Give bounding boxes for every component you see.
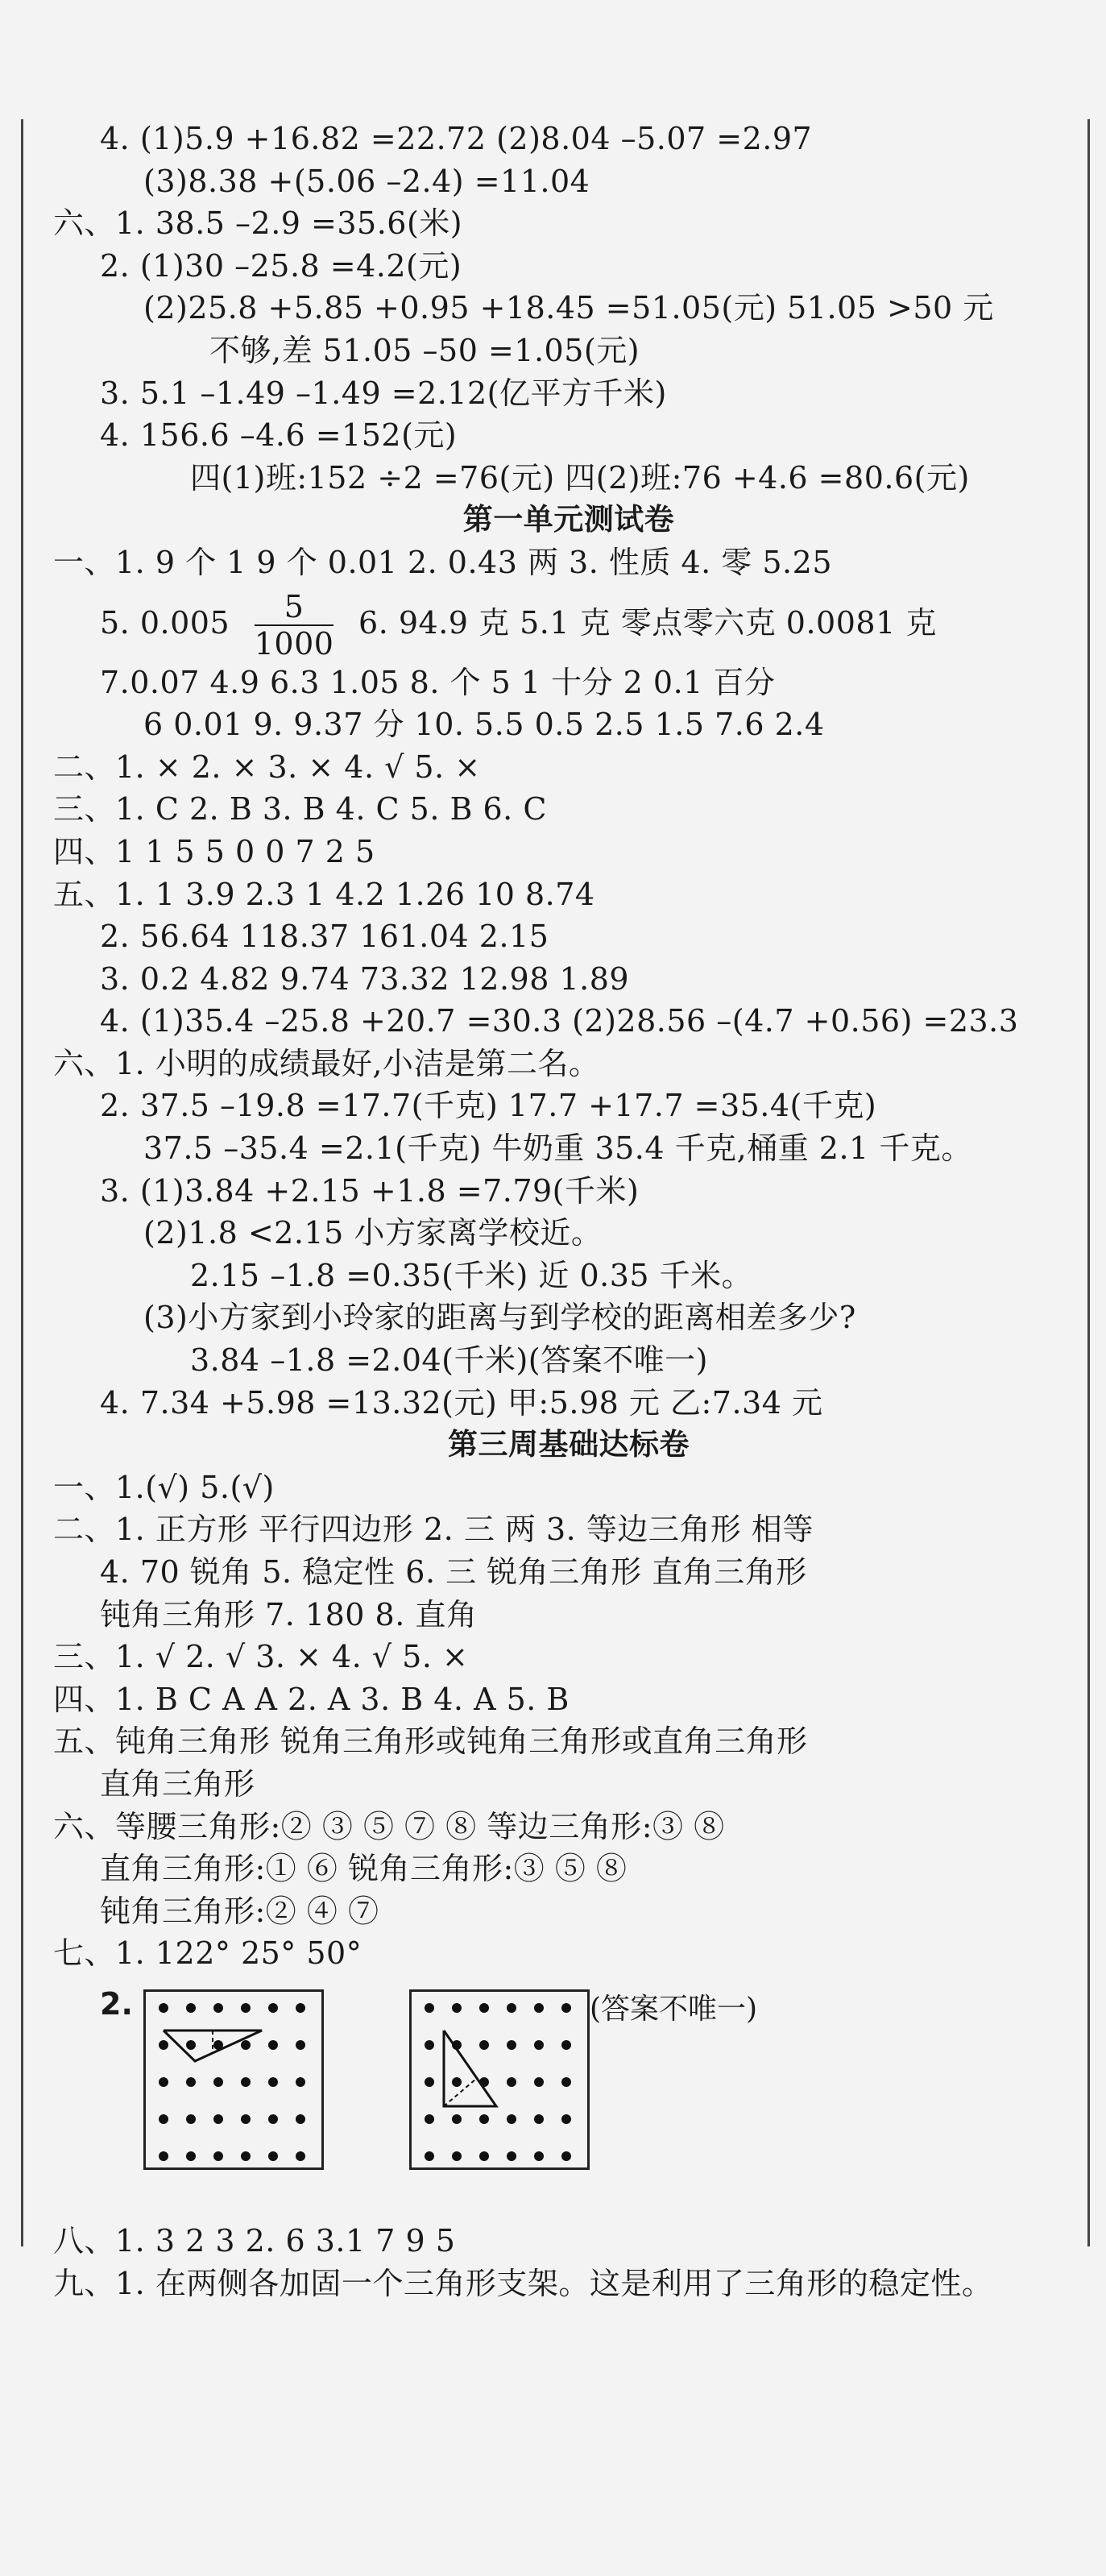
answer-line: 二、1. × 2. × 3. × 4. √ 5. × xyxy=(53,749,481,785)
grid-dot xyxy=(159,2077,168,2087)
grid-dot xyxy=(561,2003,571,2013)
grid-dot xyxy=(268,2003,278,2013)
grid-dot xyxy=(452,2114,462,2124)
grid-dot xyxy=(268,2114,278,2124)
dot-grid-figure-1 xyxy=(143,1989,324,2170)
grid-dot xyxy=(425,2151,434,2161)
grid-dot xyxy=(561,2151,571,2161)
answer-line: 7.0.07 4.9 6.3 1.05 8. 个 5 1 十分 2 0.1 百分 xyxy=(100,664,776,700)
grid-dot xyxy=(213,2077,223,2087)
right-margin-rule xyxy=(1087,119,1090,2246)
grid-dot xyxy=(159,2114,168,2124)
grid-dot xyxy=(425,2040,434,2050)
grid-dot xyxy=(507,2114,516,2124)
answer-line: 2.15 –1.8 =0.35(千米) 近 0.35 千米。 xyxy=(190,1257,753,1293)
answer-line: 37.5 –35.4 =2.1(千克) 牛奶重 35.4 千克,桶重 2.1 千克。 xyxy=(143,1130,972,1167)
answer-line: 钝角三角形:② ④ ⑦ xyxy=(100,1893,379,1929)
answer-line: 2. 56.64 118.37 161.04 2.15 xyxy=(100,919,549,955)
grid-dot xyxy=(186,2077,196,2087)
grid-dot xyxy=(507,2151,516,2161)
grid-dot xyxy=(296,2077,305,2087)
section-title-unit-one: 第一单元测试卷 xyxy=(462,502,675,537)
grid-dot xyxy=(213,2151,223,2161)
q7-2-figures xyxy=(53,1975,1084,2220)
fraction-denominator: 1000 xyxy=(254,626,334,662)
grid-dot xyxy=(268,2040,278,2050)
answer-line: (3)8.38 +(5.06 –2.4) =11.04 xyxy=(143,163,590,199)
answer-line: 三、1. √ 2. √ 3. × 4. √ 5. × xyxy=(53,1639,469,1675)
grid-dot xyxy=(296,2114,305,2124)
grid-dot xyxy=(213,2114,223,2124)
grid-dot xyxy=(425,2003,434,2013)
answer-line: (2)1.8 <2.15 小方家离学校近。 xyxy=(143,1215,603,1251)
answer-line: 九、1. 在两侧各加固一个三角形支架。这是利用了三角形的稳定性。 xyxy=(53,2265,993,2301)
answer-line: 六、1. 小明的成绩最好,小洁是第二名。 xyxy=(53,1045,600,1081)
answer-line: 六、等腰三角形:② ③ ⑤ ⑦ ⑧ 等边三角形:③ ⑧ xyxy=(53,1808,725,1844)
answer-line: 4. 156.6 –4.6 =152(元) xyxy=(100,417,458,454)
grid-dot xyxy=(452,2077,462,2087)
answer-line: 直角三角形:① ⑥ 锐角三角形:③ ⑤ ⑧ xyxy=(100,1851,628,1887)
answer-line: 3.84 –1.8 =2.04(千米)(答案不唯一) xyxy=(190,1342,708,1379)
answer-not-unique-note: (答案不唯一) xyxy=(590,1992,758,2026)
grid-dot xyxy=(534,2040,544,2050)
answer-line: 6 0.01 9. 9.37 分 10. 5.5 0.5 2.5 1.5 7.6 2.4 xyxy=(143,707,825,743)
answer-line: 3. 5.1 –1.49 –1.49 =2.12(亿平方千米) xyxy=(100,375,667,411)
previous-answers xyxy=(53,118,1084,499)
dot-grid-figure-2 xyxy=(409,1989,590,2170)
dot-grid-2-svg xyxy=(412,1992,587,2167)
grid-dot xyxy=(241,2077,251,2087)
fraction xyxy=(255,589,334,662)
answer-line: 五、1. 1 3.9 2.3 1 4.2 1.26 10 8.74 xyxy=(53,876,595,912)
right-triangle-shape xyxy=(444,2031,496,2106)
answer-line: 八、1. 3 2 3 2. 6 3.1 7 9 5 xyxy=(53,2222,456,2259)
grid-dot xyxy=(452,2003,462,2013)
grid-dot xyxy=(425,2114,434,2124)
grid-dot xyxy=(159,2151,168,2161)
answer-line: 四(1)班:152 ÷2 =76(元) 四(2)班:76 +4.6 =80.6(元) xyxy=(190,459,970,496)
answer-line-with-fraction xyxy=(53,584,1084,662)
grid-dot xyxy=(507,2003,516,2013)
grid-dot xyxy=(268,2077,278,2087)
unit-one-answers xyxy=(53,662,1084,1425)
answer-line: 3. (1)3.84 +2.15 +1.8 =7.79(千米) xyxy=(100,1172,640,1209)
fraction-numerator: 5 xyxy=(255,589,334,626)
grid-dot xyxy=(241,2003,251,2013)
grid-dot xyxy=(268,2151,278,2161)
grid-dot xyxy=(241,2114,251,2124)
answer-line: 4. 7.34 +5.98 =13.32(元) 甲:5.98 元 乙:7.34 元 xyxy=(100,1384,823,1421)
grid-dot xyxy=(507,2040,516,2050)
answer-line: (2)25.8 +5.85 +0.95 +18.45 =51.05(元) 51.05 >50 元 xyxy=(143,290,994,326)
grid-dot xyxy=(534,2077,544,2087)
grid-dot xyxy=(241,2040,251,2050)
answer-line: 直角三角形 xyxy=(100,1765,255,1802)
answer-line: 五、钝角三角形 锐角三角形或钝角三角形或直角三角形 xyxy=(53,1724,808,1760)
grid-dot xyxy=(534,2114,544,2124)
answer-line: 3. 0.2 4.82 9.74 73.32 12.98 1.89 xyxy=(100,960,630,997)
dot-grid-1-svg xyxy=(146,1992,321,2167)
answer-content xyxy=(53,118,1084,2304)
answer-line: 一、1. 9 个 1 9 个 0.01 2. 0.43 两 3. 性质 4. 零 5.25 xyxy=(53,544,832,580)
answer-line: 四、1. B C A A 2. A 3. B 4. A 5. B xyxy=(53,1681,570,1717)
grid-dot xyxy=(186,2003,196,2013)
q7-2-label: 2. xyxy=(100,1985,133,2022)
answer-line: 不够,差 51.05 –50 =1.05(元) xyxy=(209,332,640,368)
week-three-answers xyxy=(53,1466,1084,1975)
grid-dot xyxy=(425,2077,434,2087)
grid-dot xyxy=(159,2003,168,2013)
answer-line: 2. (1)30 –25.8 =4.2(元) xyxy=(100,247,462,284)
answer-line: 钝角三角形 7. 180 8. 直角 xyxy=(100,1596,478,1632)
grid-dot xyxy=(159,2040,168,2050)
answer-line: 二、1. 正方形 平行四边形 2. 三 两 3. 等边三角形 相等 xyxy=(53,1512,814,1548)
final-answers xyxy=(53,2220,1084,2304)
answer-line: 七、1. 122° 25° 50° xyxy=(53,1935,362,1972)
grid-dot xyxy=(479,2040,489,2050)
section-title-week-three: 第三周基础达标卷 xyxy=(448,1427,690,1462)
grid-dot xyxy=(186,2151,196,2161)
grid-dot xyxy=(296,2040,305,2050)
grid-dot xyxy=(507,2077,516,2087)
grid-dot xyxy=(296,2003,305,2013)
grid-dot xyxy=(534,2003,544,2013)
grid-dot xyxy=(186,2040,196,2050)
answer-line: 一、1.(√) 5.(√) xyxy=(53,1469,275,1505)
grid-dot xyxy=(534,2151,544,2161)
answer-line: 六、1. 38.5 –2.9 =35.6(米) xyxy=(53,205,463,242)
grid-dot xyxy=(296,2151,305,2161)
grid-dot xyxy=(479,2003,489,2013)
grid-dot xyxy=(241,2151,251,2161)
fraction-suffix: 6. 94.9 克 5.1 克 零点零六克 0.0081 克 xyxy=(358,604,937,641)
grid-dot xyxy=(213,2003,223,2013)
grid-dot xyxy=(479,2151,489,2161)
grid-dot xyxy=(561,2040,571,2050)
grid-dot xyxy=(452,2151,462,2161)
fraction-prefix: 5. 0.005 xyxy=(100,604,230,641)
grid-dot xyxy=(186,2114,196,2124)
answer-line: (3)小方家到小玲家的距离与到学校的距离相差多少? xyxy=(143,1300,856,1336)
grid-dot xyxy=(479,2114,489,2124)
answer-line: 4. (1)5.9 +16.82 =22.72 (2)8.04 –5.07 =2.97 xyxy=(100,121,813,156)
left-margin-rule xyxy=(21,119,23,2246)
grid-dot xyxy=(561,2077,571,2087)
answer-line: 4. 70 锐角 5. 稳定性 6. 三 锐角三角形 直角三角形 xyxy=(100,1554,807,1590)
answer-line: 4. (1)35.4 –25.8 +20.7 =30.3 (2)28.56 –(4.7 +0.56) =23.3 xyxy=(100,1003,1019,1039)
answer-line: 四、1 1 5 5 0 0 7 2 5 xyxy=(53,833,375,869)
answer-line: 三、1. C 2. B 3. B 4. C 5. B 6. C xyxy=(53,791,547,828)
answer-line: 2. 37.5 –19.8 =17.7(千克) 17.7 +17.7 =35.4(千克) xyxy=(100,1088,877,1124)
grid-dot xyxy=(561,2114,571,2124)
